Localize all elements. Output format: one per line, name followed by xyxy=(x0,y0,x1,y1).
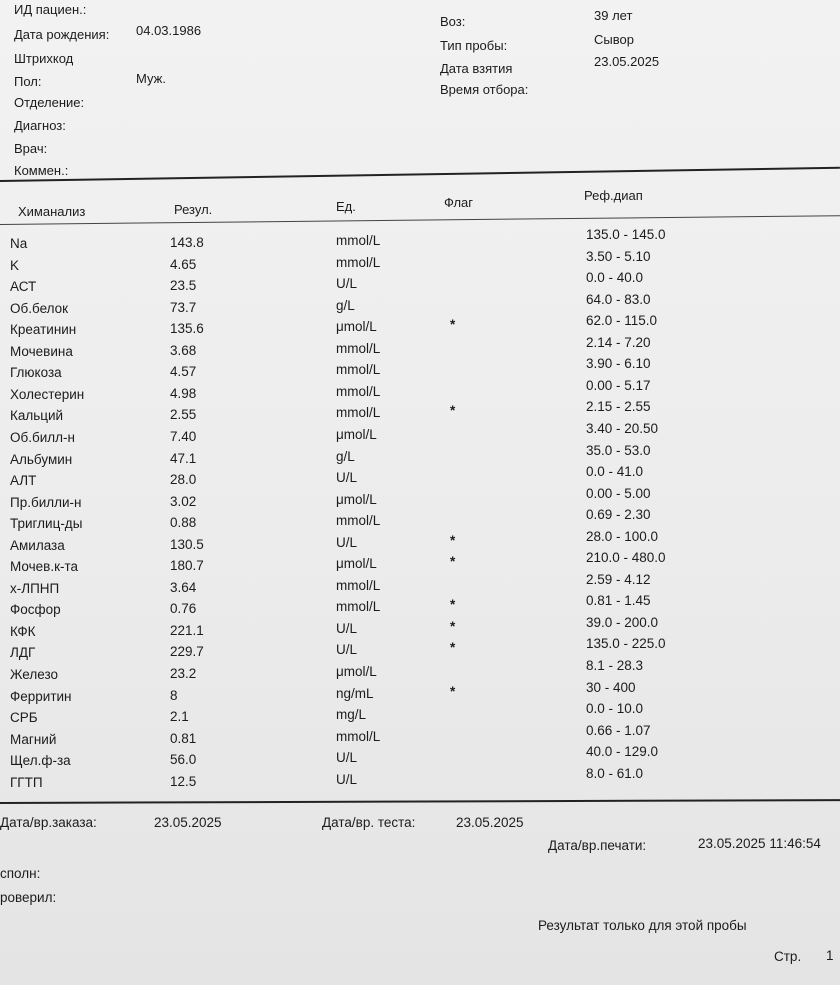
table-row xyxy=(0,636,840,667)
table-row xyxy=(0,679,840,711)
table-row xyxy=(0,313,840,344)
table-row xyxy=(0,744,840,775)
reference-range: 8.1 - 28.3 xyxy=(586,658,644,673)
reference-range: 39.0 - 200.0 xyxy=(586,614,659,630)
result-value: 3.02 xyxy=(170,493,197,509)
analysis-name: Магний xyxy=(10,731,57,747)
analysis-name: Креатинин xyxy=(10,322,77,338)
unit-label: g/L xyxy=(336,448,355,464)
flag-mark: * xyxy=(450,618,456,634)
analysis-name: КФК xyxy=(10,623,36,639)
table-row xyxy=(0,248,840,280)
analysis-name: Ферритин xyxy=(10,688,72,704)
analysis-name: Об.билл-н xyxy=(10,429,75,445)
table-row xyxy=(0,722,840,754)
reference-range: 135.0 - 145.0 xyxy=(586,227,666,242)
unit-label: U/L xyxy=(336,620,358,636)
order-date-label: Дата/вр.заказа: xyxy=(0,815,97,830)
dob-value: 04.03.1986 xyxy=(136,23,202,38)
doctor-label: Врач: xyxy=(14,141,48,156)
table-row xyxy=(0,464,840,495)
unit-label: mmol/L xyxy=(336,405,381,421)
result-value: 135.6 xyxy=(170,321,204,337)
analysis-name: ЛДГ xyxy=(10,645,36,661)
reference-range: 0.69 - 2.30 xyxy=(586,507,651,523)
result-value: 3.68 xyxy=(170,342,197,358)
taken-date-label: Дата взятия xyxy=(440,61,513,76)
result-value: 0.76 xyxy=(170,601,197,617)
col-header-result: Резул. xyxy=(174,202,213,217)
result-value: 47.1 xyxy=(170,450,197,466)
reference-range: 0.00 - 5.17 xyxy=(586,377,651,393)
reference-range: 40.0 - 129.0 xyxy=(586,744,659,760)
reference-range: 0.0 - 10.0 xyxy=(586,701,644,717)
unit-label: mmol/L xyxy=(336,254,381,270)
unit-label: μmol/L xyxy=(336,319,377,335)
result-value: 28.0 xyxy=(170,472,197,488)
analysis-name: АСТ xyxy=(10,279,37,295)
result-value: 3.64 xyxy=(170,579,197,595)
analysis-name: Фосфор xyxy=(10,602,61,618)
table-row xyxy=(0,420,840,452)
result-value: 23.2 xyxy=(170,666,197,681)
result-value: 2.55 xyxy=(170,407,197,423)
col-header-flag: Флаг xyxy=(444,195,474,210)
result-value: 23.5 xyxy=(170,278,197,294)
table-row xyxy=(0,291,840,323)
analysis-name: Глюкоза xyxy=(10,365,62,381)
analysis-name: Альбумин xyxy=(10,451,73,467)
analysis-name: Щел.ф-за xyxy=(10,753,71,769)
result-value: 229.7 xyxy=(170,644,204,660)
analysis-name: Триглиц-ды xyxy=(10,516,83,532)
print-date-value: 23.05.2025 11:46:54 xyxy=(698,836,821,851)
result-value: 56.0 xyxy=(170,752,197,768)
result-value: 73.7 xyxy=(170,299,197,315)
analysis-name: СРБ xyxy=(10,710,38,726)
table-row xyxy=(0,701,840,732)
table-row xyxy=(0,528,840,560)
reference-range: 3.40 - 20.50 xyxy=(586,420,659,436)
reference-range: 135.0 - 225.0 xyxy=(586,636,666,652)
col-header-ref: Реф.диап xyxy=(584,188,643,203)
result-note: Результат только для этой пробы xyxy=(538,918,747,933)
age-label: Воз: xyxy=(440,14,466,29)
flag-mark: * xyxy=(450,554,456,570)
unit-label: μmol/L xyxy=(336,426,377,442)
flag-mark: * xyxy=(450,532,456,548)
reference-range: 62.0 - 115.0 xyxy=(586,313,658,329)
result-value: 7.40 xyxy=(170,428,197,444)
flag-mark: * xyxy=(450,597,456,613)
analysis-name: Na xyxy=(10,236,28,251)
reference-range: 0.81 - 1.45 xyxy=(586,593,651,609)
table-row xyxy=(0,593,840,624)
analysis-name: Мочев.к-та xyxy=(10,559,79,575)
page-label: Стр. xyxy=(774,949,802,964)
table-row xyxy=(0,550,840,581)
unit-label: mmol/L xyxy=(336,599,381,615)
result-value: 8 xyxy=(170,687,178,703)
header-rule xyxy=(0,215,840,225)
flag-mark: * xyxy=(450,403,456,419)
reference-range: 2.15 - 2.55 xyxy=(586,399,651,415)
table-bottom-rule xyxy=(0,799,840,804)
unit-label: μmol/L xyxy=(336,556,377,572)
unit-label: mmol/L xyxy=(336,362,381,378)
analysis-name: Кальций xyxy=(10,408,64,424)
order-date-value: 23.05.2025 xyxy=(154,815,222,830)
age-value: 39 лет xyxy=(594,8,633,23)
table-row xyxy=(0,270,840,301)
patient-id-label: ИД пациен.: xyxy=(14,2,87,17)
flag-mark: * xyxy=(450,317,456,333)
result-value: 4.65 xyxy=(170,256,197,272)
table-row xyxy=(0,658,840,689)
table-row xyxy=(0,507,840,538)
col-header-unit: Ед. xyxy=(336,199,356,214)
reference-range: 8.0 - 61.0 xyxy=(586,765,644,781)
barcode-label: Штрихкод xyxy=(14,51,74,66)
result-value: 0.81 xyxy=(170,730,197,746)
table-row xyxy=(0,356,840,387)
table-row xyxy=(0,227,840,258)
reference-range: 3.50 - 5.10 xyxy=(586,248,651,264)
analysis-name: х-ЛПНП xyxy=(10,580,60,596)
result-value: 180.7 xyxy=(170,558,204,574)
analysis-name: ГГТП xyxy=(10,774,43,790)
analysis-name: Холестерин xyxy=(10,386,85,402)
reference-range: 30 - 400 xyxy=(586,679,636,695)
analysis-name: АЛТ xyxy=(10,473,37,489)
analysis-name: Пр.билли-н xyxy=(10,494,82,510)
unit-label: U/L xyxy=(336,534,358,550)
unit-label: μmol/L xyxy=(336,491,377,507)
comment-label: Коммен.: xyxy=(14,163,69,178)
sample-type-value: Сывор xyxy=(594,32,634,47)
table-row xyxy=(0,571,840,603)
analysis-name: Амилаза xyxy=(10,537,65,553)
reference-range: 35.0 - 53.0 xyxy=(586,442,651,458)
analysis-name: Об.белок xyxy=(10,300,69,316)
analysis-name: Мочевина xyxy=(10,343,73,359)
unit-label: mmol/L xyxy=(336,383,381,399)
unit-label: mmol/L xyxy=(336,577,381,593)
result-value: 0.88 xyxy=(170,515,197,531)
table-row xyxy=(0,485,840,517)
reference-range: 3.90 - 6.10 xyxy=(586,356,651,372)
analysis-name: Железо xyxy=(10,667,58,682)
col-header-analysis: Химанализ xyxy=(18,204,86,219)
flag-mark: * xyxy=(450,683,456,699)
table-row xyxy=(0,765,840,797)
sampling-time-label: Время отбора: xyxy=(440,82,529,97)
unit-label: U/L xyxy=(336,276,358,292)
page-number: 1 xyxy=(826,948,834,963)
reference-range: 0.66 - 1.07 xyxy=(586,722,651,738)
reference-range: 210.0 - 480.0 xyxy=(586,550,666,566)
table-top-rule xyxy=(0,167,840,182)
unit-label: mmol/L xyxy=(336,233,381,248)
unit-label: g/L xyxy=(336,297,355,313)
table-row xyxy=(0,334,840,366)
flag-mark: * xyxy=(450,640,456,656)
table-row xyxy=(0,614,840,646)
taken-date-value: 23.05.2025 xyxy=(594,54,660,69)
result-value: 4.98 xyxy=(170,385,197,401)
test-date-value: 23.05.2025 xyxy=(456,815,524,830)
reference-range: 0.0 - 40.0 xyxy=(586,270,644,286)
sex-label: Пол: xyxy=(14,74,42,89)
executed-by-label: сполн: xyxy=(0,866,41,881)
reference-range: 2.14 - 7.20 xyxy=(586,334,651,350)
diagnosis-label: Диагноз: xyxy=(14,118,66,133)
checked-by-label: роверил: xyxy=(0,890,57,905)
result-value: 143.8 xyxy=(170,235,204,250)
department-label: Отделение: xyxy=(14,95,85,110)
result-value: 130.5 xyxy=(170,536,204,552)
dob-label: Дата рождения: xyxy=(14,27,110,42)
table-row xyxy=(0,377,840,409)
print-date-label: Дата/вр.печати: xyxy=(548,838,647,853)
result-value: 12.5 xyxy=(170,773,197,789)
reference-range: 64.0 - 83.0 xyxy=(586,291,651,307)
test-date-label: Дата/вр. теста: xyxy=(322,815,416,830)
reference-range: 2.59 - 4.12 xyxy=(586,571,651,587)
reference-range: 0.0 - 41.0 xyxy=(586,464,644,480)
table-row xyxy=(0,442,840,474)
unit-label: mg/L xyxy=(336,707,367,723)
sample-type-label: Тип пробы: xyxy=(440,38,508,53)
result-value: 2.1 xyxy=(170,709,189,725)
table-row xyxy=(0,399,840,430)
unit-label: mmol/L xyxy=(336,728,381,744)
result-value: 4.57 xyxy=(170,364,197,380)
unit-label: μmol/L xyxy=(336,664,377,679)
unit-label: U/L xyxy=(336,642,358,658)
unit-label: U/L xyxy=(336,750,358,766)
unit-label: ng/mL xyxy=(336,685,374,701)
sex-value: Муж. xyxy=(136,71,166,86)
reference-range: 28.0 - 100.0 xyxy=(586,528,659,544)
unit-label: mmol/L xyxy=(336,513,381,529)
unit-label: U/L xyxy=(336,771,358,787)
result-value: 221.1 xyxy=(170,622,204,638)
analysis-name: K xyxy=(10,257,20,273)
unit-label: mmol/L xyxy=(336,340,381,356)
reference-range: 0.00 - 5.00 xyxy=(586,485,651,501)
unit-label: U/L xyxy=(336,470,358,486)
